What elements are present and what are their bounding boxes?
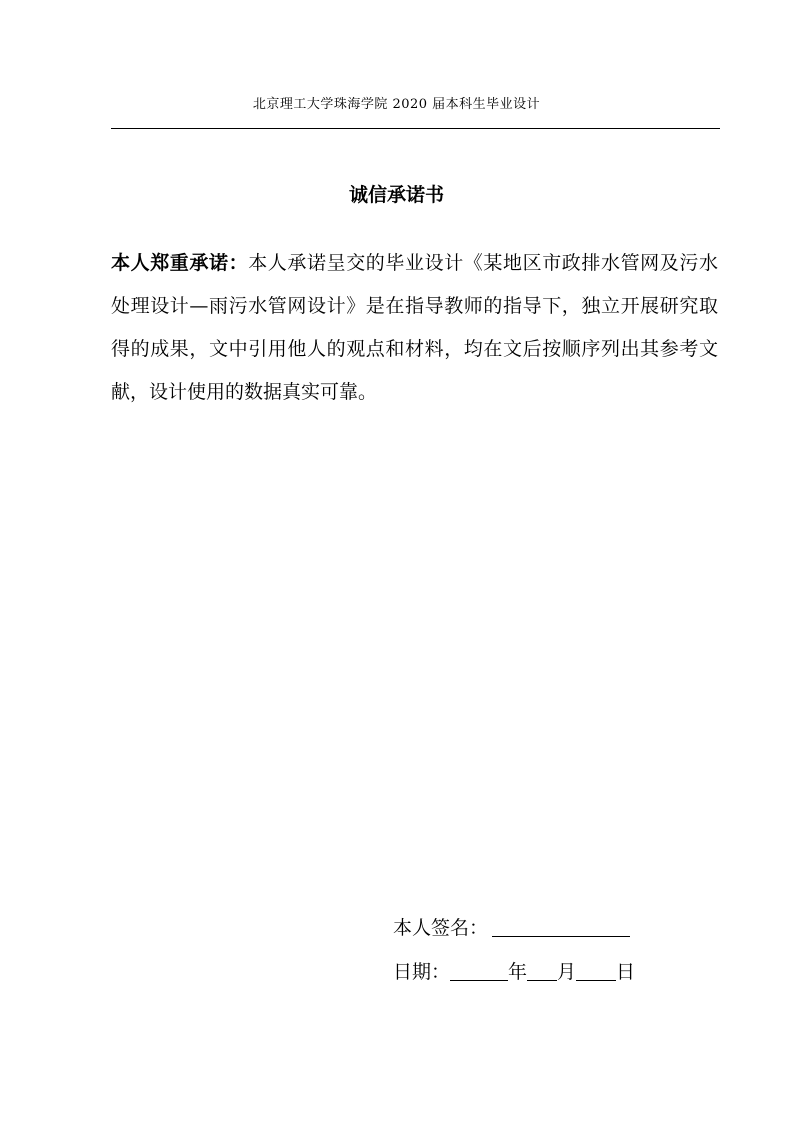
date-line [393,957,635,984]
signature-line [393,913,630,940]
pledge-body: 本人承诺呈交的毕业设计《某地区市政排水管网及污水处理设计—雨污水管网设计》是在指导教师的指导下，独立开展研究取得的成果，文中引用他人的观点和材料，均在文后按顺序列出其参考文献，设计使用的数据真实可靠。 [111,252,718,403]
month-label: 月 [557,961,577,983]
header-divider [111,128,720,129]
page-header: 北京理工大学珠海学院 2020 届本科生毕业设计 [252,97,541,112]
date-label: 日期： [393,961,451,983]
month-blank[interactable] [527,958,557,981]
signature-blank[interactable] [492,914,630,937]
signature-label: 本人签名： [393,917,489,939]
pledge-lead: 本人郑重承诺： [111,252,249,274]
year-label: 年 [508,961,528,983]
day-blank[interactable] [576,958,616,981]
day-label: 日 [616,961,636,983]
year-blank[interactable] [450,958,508,981]
pledge-paragraph [111,242,718,414]
document-title: 诚信承诺书 [348,184,444,206]
